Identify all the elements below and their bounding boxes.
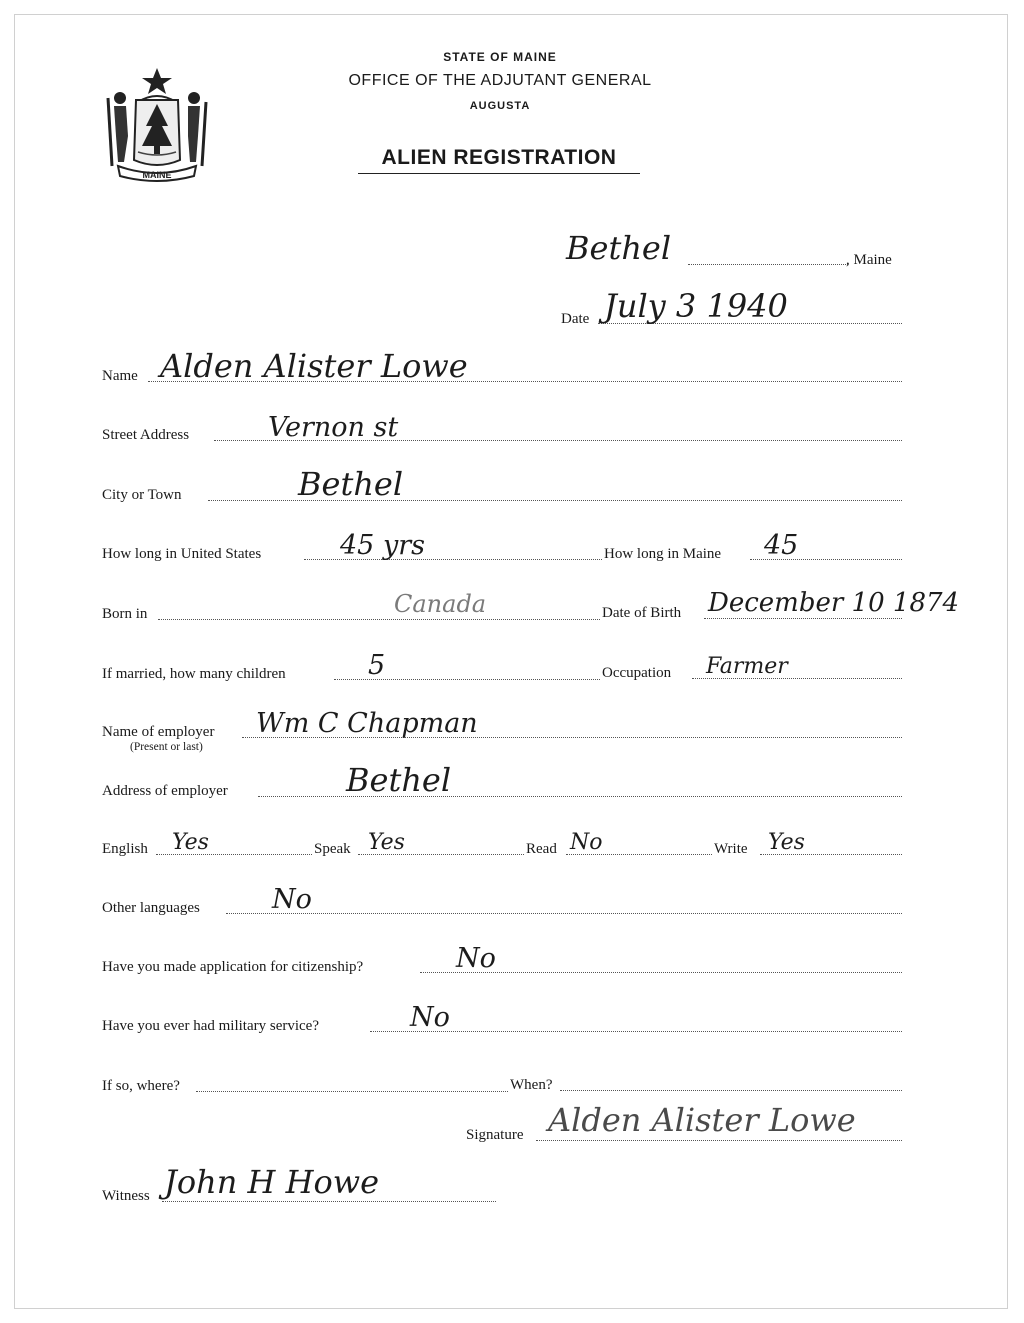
date-label: Date — [561, 311, 590, 327]
if-so-where-label: If so, where? — [102, 1078, 180, 1094]
date-value: July 3 1940 — [604, 287, 788, 325]
how-long-us-label: How long in United States — [102, 546, 262, 562]
children-label: If married, how many children — [102, 666, 286, 682]
date-of-birth-label: Date of Birth — [602, 605, 682, 621]
when-line — [560, 1090, 902, 1091]
english-value: Yes — [172, 830, 209, 855]
born-in-value: Canada — [394, 590, 487, 618]
employer-name-value: Wm C Chapman — [256, 708, 478, 739]
town-line — [688, 264, 848, 265]
header-state: STATE OF MAINE — [443, 50, 557, 64]
signature-label: Signature — [466, 1127, 524, 1143]
write-value: Yes — [768, 830, 805, 855]
witness-line — [162, 1201, 496, 1202]
if-so-where-line — [196, 1091, 508, 1092]
military-value: No — [410, 1002, 450, 1033]
write-label: Write — [714, 841, 748, 857]
header-office: OFFICE OF THE ADJUTANT GENERAL — [348, 72, 652, 89]
read-value: No — [570, 830, 603, 855]
citizenship-value: No — [456, 943, 496, 974]
employer-name-label: Name of employer — [102, 724, 215, 740]
street-address-value: Vernon st — [268, 412, 399, 443]
other-languages-label: Other languages — [102, 900, 200, 916]
signature-line — [536, 1140, 902, 1141]
employer-name-sublabel: (Present or last) — [130, 741, 203, 753]
military-label: Have you ever had military service? — [102, 1018, 319, 1034]
city-value: Bethel — [298, 465, 404, 503]
read-label: Read — [526, 841, 557, 857]
employer-address-value: Bethel — [346, 761, 452, 799]
how-long-maine-label: How long in Maine — [604, 546, 722, 562]
when-label: When? — [510, 1077, 553, 1093]
citizenship-label: Have you made application for citizenship? — [102, 959, 364, 975]
state-seal-icon — [98, 62, 216, 182]
speak-value: Yes — [368, 830, 405, 855]
maine-label: , Maine — [846, 252, 892, 268]
witness-value: John H Howe — [164, 1163, 380, 1201]
header-city: AUGUSTA — [469, 100, 531, 112]
born-in-label: Born in — [102, 606, 148, 622]
speak-label: Speak — [314, 841, 351, 857]
signature-value: Alden Alister Lowe — [548, 1101, 856, 1139]
occupation-value: Farmer — [706, 654, 788, 679]
town-value: Bethel — [566, 229, 672, 267]
occupation-label: Occupation — [602, 665, 672, 681]
how-long-us-value: 45 yrs — [340, 530, 425, 561]
name-label: Name — [102, 368, 138, 384]
witness-label: Witness — [102, 1188, 150, 1204]
how-long-maine-value: 45 — [764, 530, 799, 561]
page-border — [14, 14, 1008, 1309]
employer-address-label: Address of employer — [102, 783, 228, 799]
other-languages-line — [226, 913, 902, 914]
other-languages-value: No — [272, 884, 312, 915]
seal-banner-text: MAINE — [142, 170, 172, 180]
english-label: English — [102, 841, 148, 857]
name-value: Alden Alister Lowe — [160, 347, 468, 385]
children-value: 5 — [368, 650, 386, 681]
street-address-label: Street Address — [102, 427, 190, 443]
city-label: City or Town — [102, 487, 182, 503]
date-of-birth-line — [704, 618, 902, 619]
form-title: ALIEN REGISTRATION — [358, 146, 640, 174]
born-in-line — [158, 619, 600, 620]
date-of-birth-value: December 10 1874 — [708, 588, 960, 618]
